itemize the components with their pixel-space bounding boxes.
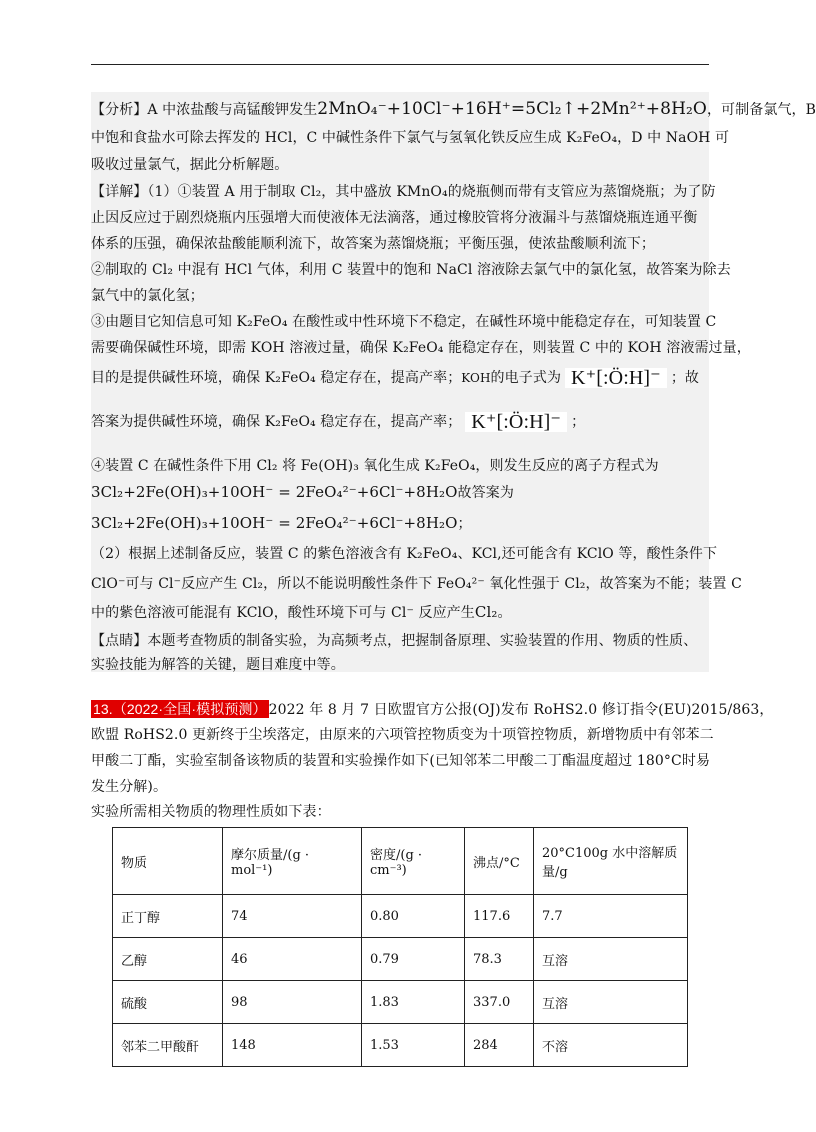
table-header-cell: 摩尔质量/(g · mol⁻¹): [223, 828, 362, 895]
question-source-tag: 13.（2022·全国·模拟预测）: [93, 701, 267, 717]
table-header-cell: 密度/(g · cm⁻³): [362, 828, 465, 895]
analysis-line-3: 吸收过量氯气，据此分析解题。: [91, 157, 289, 173]
table-header-cell: 物质: [113, 828, 223, 895]
physical-properties-table: [112, 827, 688, 1067]
koh-electron-formula-image: K⁺[:Ö:H]⁻: [565, 368, 667, 388]
detail-line-12: 3Cl₂+2Fe(OH)₃+10OH⁻ = 2FeO₄²⁻+6Cl⁻+8H₂O；: [91, 514, 472, 532]
table-cell: 74: [223, 895, 362, 938]
table-cell: 148: [223, 1024, 362, 1067]
table-row: [113, 1024, 688, 1067]
detail-line-5: 氯气中的氯化氢；: [91, 288, 204, 304]
detail-line-1: 【详解】（1）①装置 A 用于制取 Cl₂，其中盛放 KMnO₄的烧瓶侧而带有支管应为蒸馏烧瓶；为了防: [91, 184, 716, 200]
detail-line-15: 中的紫色溶液可能混有 KClO，酸性环境下可与 Cl⁻ 反应产生Cl₂。: [91, 603, 512, 621]
detail-label: 【详解】: [91, 184, 148, 200]
table-cell: 46: [223, 938, 362, 981]
detail-line-6: ③由题目它知信息可知 K₂FeO₄ 在酸性或中性环境下不稳定，在碱性环境中能稳定存在，可知装置 C: [91, 314, 717, 330]
table-cell: 1.53: [362, 1024, 465, 1067]
table-header-row: [113, 828, 688, 895]
table-row: [113, 895, 688, 938]
comment-line-2: 实验技能为解答的关键，题目难度中等。: [91, 657, 345, 673]
ionic-equation-2: 3Cl₂+2Fe(OH)₃+10OH⁻ = 2FeO₄²⁻+6Cl⁻+8H₂O: [91, 514, 458, 532]
mno4-equation: 2MnO₄⁻+10Cl⁻+16H⁺=5Cl₂↑+2Mn²⁺+8H₂O: [317, 99, 707, 119]
question-line-5: 实验所需相关物质的物理性质如下表：: [91, 804, 331, 820]
question-line-3: 甲酸二丁酯，实验室制备该物质的装置和实验操作如下(已知邻苯二甲酸二丁酯温度超过 180°C时易: [91, 753, 711, 769]
detail-line-3: 体系的压强，确保浓盐酸能顺利流下，故答案为蒸馏烧瓶；平衡压强，使浓盐酸顺利流下；: [91, 236, 655, 252]
detail-line-7: 需要确保碱性环境，即需 KOH 溶液过量，确保 K₂FeO₄ 能稳定存在，则装置 C 中的 KOH 溶液需过量，: [91, 340, 751, 356]
table-cell: 0.80: [362, 895, 465, 938]
table-cell: 78.3: [465, 938, 534, 981]
detail-line-4: ②制取的 Cl₂ 中混有 HCl 气体，利用 C 装置中的饱和 NaCl 溶液除去氯气中的氯化氢，故答案为除去: [91, 262, 731, 278]
detail-line-13: （2）根据上述制备反应，装置 C 的紫色溶液含有 K₂FeO₄、KCl,还可能含有 KClO 等，酸性条件下: [91, 546, 718, 562]
table-cell: 337.0: [465, 981, 534, 1024]
table-row: [113, 981, 688, 1024]
table-row: [113, 938, 688, 981]
table-cell: 互溶: [534, 938, 688, 981]
table-header-cell: 20°C100g 水中溶解质量/g: [534, 828, 688, 895]
detail-line-2: 止因反应过于剧烈烧瓶内压强增大而使液体无法滴落，通过橡胶管将分液漏斗与蒸馏烧瓶连通平衡: [91, 210, 698, 226]
question-line-2: 欧盟 RoHS2.0 更新终于尘埃落定，由原来的六项管控物质变为十项管控物质，新增物质中有邻苯二: [91, 727, 714, 743]
question-line-1: 13.（2022·全国·模拟预测） 2022 年 8 月 7 日欧盟官方公报(OJ)发布 RoHS2.0 修订指令(EU)2015/863，: [93, 701, 774, 718]
table-cell: 284: [465, 1024, 534, 1067]
table-cell: 117.6: [465, 895, 534, 938]
table-cell: 乙醇: [113, 938, 223, 981]
table-header-cell: 沸点/°C: [465, 828, 534, 895]
analysis-line-2: 中饱和食盐水可除去挥发的 HCl，C 中碱性条件下氯气与氢氧化铁反应生成 K₂FeO₄，D 中 NaOH 可: [91, 130, 730, 146]
detail-line-14: ClO⁻可与 Cl⁻反应产生 Cl₂，所以不能说明酸性条件下 FeO₄²⁻ 氧化性强于 Cl₂，故答案为不能；装置 C: [91, 576, 742, 592]
analysis-line-1: 【分析】A 中浓盐酸与高锰酸钾发生2MnO₄⁻+10Cl⁻+16H⁺=5Cl₂↑+2Mn²⁺+8H₂O，可制备氯气，B: [91, 99, 816, 119]
table-cell: 0.79: [362, 938, 465, 981]
ionic-equation-1: 3Cl₂+2Fe(OH)₃+10OH⁻ = 2FeO₄²⁻+6Cl⁻+8H₂O: [91, 483, 458, 501]
table-cell: 硫酸: [113, 981, 223, 1024]
koh-electron-formula-image-2: K⁺[:Ö:H]⁻: [465, 412, 567, 432]
comment-label: 【点睛】: [91, 633, 148, 649]
detail-line-10: ④装置 C 在碱性条件下用 Cl₂ 将 Fe(OH)₃ 氧化生成 K₂FeO₄，则发生反应的离子方程式为: [91, 458, 659, 474]
question-line-4: 发生分解)。: [91, 779, 168, 795]
analysis-label: 【分析】: [91, 102, 148, 118]
table-cell: 1.83: [362, 981, 465, 1024]
header-rule: [91, 64, 709, 65]
detail-line-11: 3Cl₂+2Fe(OH)₃+10OH⁻ = 2FeO₄²⁻+6Cl⁻+8H₂O故答案为: [91, 483, 514, 501]
table-cell: 互溶: [534, 981, 688, 1024]
table-cell: 7.7: [534, 895, 688, 938]
table-cell: 不溶: [534, 1024, 688, 1067]
comment-line-1: 【点睛】本题考查物质的制备实验，为高频考点，把握制备原理、实验装置的作用、物质的性质、: [91, 633, 698, 649]
koh-label: KOH: [461, 371, 491, 385]
detail-line-8: 目的是提供碱性环境，确保 K₂FeO₄ 稳定存在，提高产率；KOH的电子式为 K⁺[:Ö:H]⁻ ；故: [91, 367, 700, 389]
table-cell: 邻苯二甲酸酐: [113, 1024, 223, 1067]
table-cell: 正丁醇: [113, 895, 223, 938]
table-cell: 98: [223, 981, 362, 1024]
detail-line-9: 答案为提供碱性环境，确保 K₂FeO₄ 稳定存在，提高产率； K⁺[:Ö:H]⁻ ；: [91, 411, 586, 433]
cl2-formula: Cl₂: [474, 603, 498, 621]
